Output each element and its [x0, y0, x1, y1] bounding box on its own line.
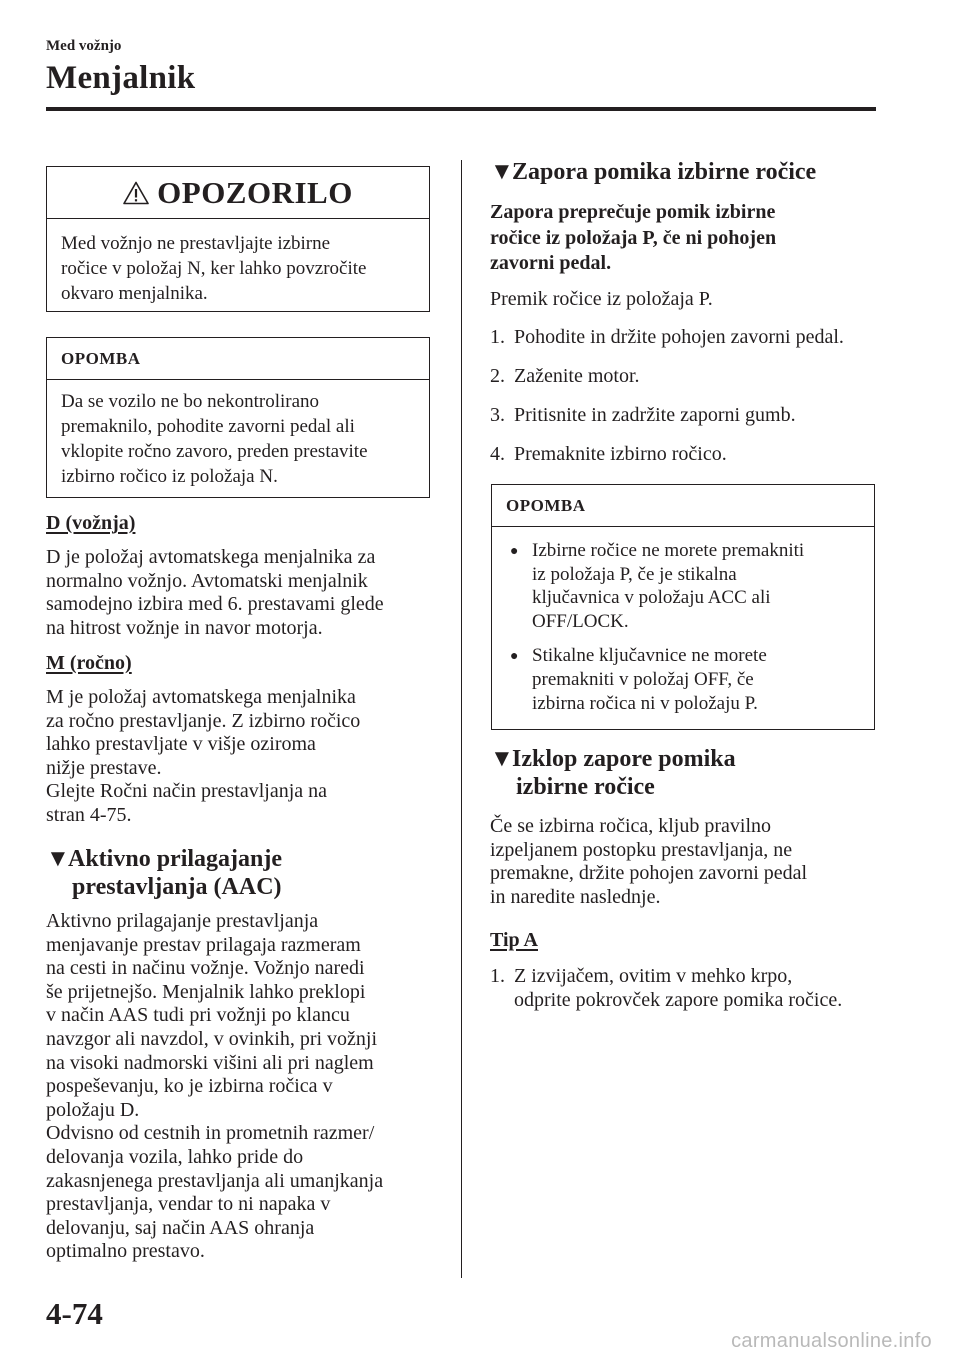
- triangle-bullet-icon: ▼: [490, 159, 514, 185]
- step-text: Pritisnite in zadržite zaporni gumb.: [514, 404, 796, 426]
- text-line: na visoki nadmorski višini ali pri naglem: [46, 1051, 374, 1074]
- bullet-item: [510, 539, 860, 633]
- shift-lock-heading: [490, 158, 816, 186]
- triangle-bullet-icon: ▼: [46, 846, 70, 872]
- warning-header: [47, 167, 429, 219]
- aac-paragraph: [46, 910, 446, 1264]
- step-number: 2.: [490, 365, 505, 387]
- shift-lock-intro: Premik ročice iz položaja P.: [490, 288, 713, 310]
- release-heading-line: Izklop zapore pomika: [512, 746, 736, 772]
- note-line: izbirno ročico iz položaja N.: [61, 466, 278, 487]
- shift-lock-heading-text: Zapora pomika izbirne ročice: [512, 159, 817, 185]
- note-text: [47, 380, 429, 489]
- text-line: položaju D.: [46, 1098, 140, 1121]
- triangle-bullet-icon: ▼: [490, 746, 514, 772]
- warning-line: okvaro menjalnika.: [61, 283, 208, 304]
- bullet-icon: ●: [510, 544, 519, 559]
- text-line: zakasnjenega prestavljanja ali umanjkanja: [46, 1169, 384, 1192]
- step-item: [490, 442, 890, 466]
- warning-line: Med vožnjo ne prestavljajte izbirne: [61, 233, 331, 254]
- text-line: na cesti in načinu vožnje. Vožnjo naredi: [46, 957, 365, 980]
- text-line: ključavnica v položaju ACC ali: [532, 587, 771, 609]
- text-line: ročice iz položaja P, če ni pohojen: [490, 226, 777, 249]
- shift-lock-bold-paragraph: [490, 200, 880, 277]
- text-line: v način AAS tudi pri vožnji po klancu: [46, 1004, 350, 1027]
- drive-heading: D (vožnja): [46, 512, 136, 534]
- page-title: Menjalnik: [46, 60, 196, 96]
- text-line: in naredite naslednje.: [490, 885, 661, 908]
- text-line: še prijetnejšo. Menjalnik lahko preklopi: [46, 980, 366, 1003]
- note-line: vklopite ročno zavoro, preden prestavite: [61, 441, 368, 462]
- note-line: premaknilo, pohodite zavorni pedal ali: [61, 416, 355, 437]
- step-text: Premaknite izbirno ročico.: [514, 443, 727, 465]
- note-box: [46, 337, 430, 498]
- release-heading-line: izbirne ročice: [516, 774, 655, 800]
- bullet-icon: ●: [510, 649, 519, 665]
- text-line: stran 4-75.: [46, 803, 132, 826]
- text-line: zavorni pedal.: [490, 252, 612, 274]
- step-text: [514, 964, 842, 1012]
- note-title: OPOMBA: [492, 485, 874, 527]
- bullet-item: [510, 644, 860, 715]
- step-number: 4.: [490, 443, 505, 465]
- text-line: izpeljanem postopku prestavljanja, ne: [490, 838, 793, 861]
- text-line: M je položaj avtomatskega menjalnika: [46, 686, 356, 708]
- step-item: [490, 325, 890, 349]
- text-line: izbirna ročica ni v položaju P.: [532, 692, 758, 714]
- shift-lock-steps: [490, 325, 890, 466]
- text-line: za ročno prestavljanje. Z izbirno ročico: [46, 709, 361, 732]
- warning-line: ročice v položaj N, ker lahko povzročite: [61, 258, 367, 279]
- text-line: optimalno prestavo.: [46, 1240, 205, 1263]
- type-heading: Tip A: [490, 929, 538, 951]
- text-line: nižje prestave.: [46, 756, 162, 779]
- text-line: pospeševanju, ko je izbirna ročica v: [46, 1075, 333, 1098]
- text-line: Odvisno od cestnih in prometnih razmer/: [46, 1122, 375, 1145]
- aac-heading: [46, 845, 282, 901]
- note-title: OPOMBA: [47, 338, 429, 380]
- text-line: Aktivno prilagajanje prestavljanja: [46, 910, 319, 932]
- step-item: [490, 364, 890, 388]
- step-text: Pohodite in držite pohojen zavorni pedal.: [514, 326, 844, 348]
- bullet-text: [532, 644, 767, 715]
- text-line: na hitrost vožnje in navor motorja.: [46, 616, 323, 639]
- step-item: [490, 403, 890, 427]
- text-line: Zapora preprečuje pomik izbirne: [490, 201, 776, 223]
- column-divider: [461, 160, 462, 1278]
- warning-box: [46, 166, 430, 312]
- text-line: premakniti v položaj OFF, če: [532, 668, 754, 690]
- text-line: delovanju, saj način AAS ohranja: [46, 1216, 315, 1239]
- text-line: samodejno izbira med 6. prestavami glede: [46, 593, 384, 616]
- warning-title: OPOZORILO: [157, 174, 353, 210]
- manual-heading: M (ročno): [46, 652, 132, 674]
- text-line: Stikalne ključavnice ne morete: [532, 645, 767, 667]
- release-step: [490, 964, 890, 1012]
- step-number: 1.: [490, 965, 505, 987]
- note-bullet-list: [492, 527, 874, 715]
- aac-heading-line: prestavljanja (AAC): [72, 874, 282, 900]
- text-line: odprite pokrovček zapore pomika ročice.: [514, 989, 843, 1011]
- text-line: normalno vožnjo. Avtomatski menjalnik: [46, 569, 368, 592]
- aac-heading-line: Aktivno prilagajanje: [68, 846, 283, 872]
- bullet-text: [532, 539, 804, 633]
- warning-triangle-icon: [123, 181, 149, 205]
- step-number: 3.: [490, 404, 505, 426]
- warning-text: [47, 219, 429, 306]
- text-line: premakne, držite pohojen zavorni pedal: [490, 862, 808, 885]
- page-number: 4-74: [46, 1296, 103, 1331]
- text-line: delovanja vozila, lahko pride do: [46, 1145, 304, 1168]
- section-label: Med vožnjo: [46, 38, 122, 54]
- text-line: Glejte Ročni način prestavljanja na: [46, 780, 328, 803]
- text-line: OFF/LOCK.: [532, 610, 629, 632]
- manual-paragraph: [46, 686, 446, 828]
- text-line: navzgor ali navzdol, v ovinkih, pri vožnji: [46, 1027, 378, 1050]
- drive-paragraph: [46, 546, 446, 640]
- text-line: Z izvijačem, ovitim v mehko krpo,: [514, 965, 793, 987]
- step-number: 1.: [490, 326, 505, 348]
- note-box: [491, 484, 875, 730]
- text-line: Če se izbirna ročica, kljub pravilno: [490, 815, 772, 837]
- text-line: Izbirne ročice ne morete premakniti: [532, 540, 805, 561]
- text-line: prestavljanja, vendar to ni napaka v: [46, 1193, 331, 1216]
- text-line: iz položaja P, če je stikalna: [532, 563, 737, 585]
- text-line: D je položaj avtomatskega menjalnika za: [46, 546, 376, 568]
- header-divider: [46, 107, 876, 111]
- watermark: carmanualsonline.info: [731, 1330, 932, 1352]
- text-line: lahko prestavljate v višje oziroma: [46, 733, 316, 756]
- release-heading: [490, 745, 736, 801]
- release-paragraph: [490, 815, 890, 909]
- step-text: Zaženite motor.: [514, 365, 640, 387]
- text-line: menjavanje prestav prilagaja razmeram: [46, 933, 361, 956]
- note-line: Da se vozilo ne bo nekontrolirano: [61, 391, 320, 412]
